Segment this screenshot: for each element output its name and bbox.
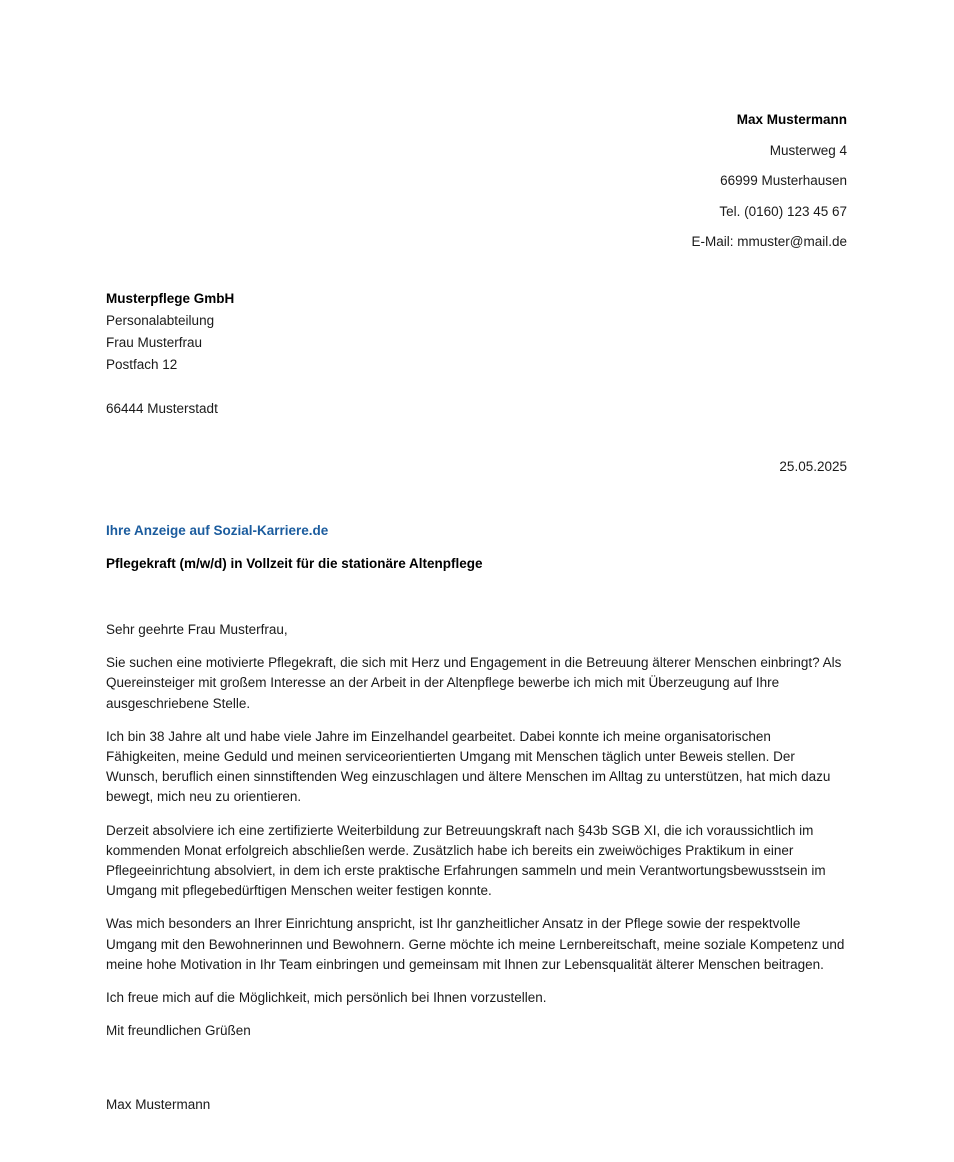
recipient-department: Personalabteilung xyxy=(106,313,215,328)
signature-name: Max Mustermann xyxy=(106,1097,211,1113)
recipient-company: Musterpflege GmbH xyxy=(106,291,235,306)
recipient-contact: Frau Musterfrau xyxy=(106,335,203,350)
sender-email: E-Mail: mmuster@mail.de xyxy=(691,234,847,249)
signature-space xyxy=(106,1041,847,1095)
body-paragraph-3: Derzeit absolviere ich eine zertifizierte Weiterbildung zur Betreuungskraft nach §43b SGB XI, die ich voraussichtlich im kommenden Monat erfolgreich abschließen werde. Zusätzlich habe ich bereits ein zweiwöchiges Praktikum in einer Pflegeeinrichtung absolviert, in dem ich erste praktische Erfahrungen sammeln und mein Verantwortungsbewusstsein im Umgang mit pflegebedürftigen Menschen weiter festigen konnte. xyxy=(106,822,826,899)
subject-reference: Ihre Anzeige auf Sozial-Karriere.de xyxy=(106,523,329,538)
sender-name: Max Mustermann xyxy=(736,112,847,127)
recipient-po-box: Postfach 12 xyxy=(106,357,178,372)
letter-body xyxy=(106,620,847,1116)
recipient-city: 66444 Musterstadt xyxy=(106,401,218,416)
sender-phone: Tel. (0160) 123 45 67 xyxy=(719,203,847,219)
body-paragraph-5: Ich freue mich auf die Möglichkeit, mich persönlich bei Ihnen vorzustellen. xyxy=(106,990,547,1006)
sender-address-block xyxy=(106,105,847,258)
closing-phrase: Mit freundlichen Grüßen xyxy=(106,1023,251,1039)
salutation: Sehr geehrte Frau Musterfrau, xyxy=(106,622,288,637)
body-paragraph-4: Was mich besonders an Ihrer Einrichtung anspricht, ist Ihr ganzheitlicher Ansatz in der Pflege sowie der respektvolle Umgang mit den Bewohnerinnen und Bewohnern. Gerne möchte ich meine Lernbereitschaft, meine soziale Kompetenz und meine hohe Motivation in Ihr Team einbringen und gemeinsam mit Ihnen zur Lebensqualität älterer Menschen beitragen. xyxy=(106,916,845,972)
body-paragraph-1: Sie suchen eine motivierte Pflegekraft, die sich mit Herz und Engagement in die Betreuung älterer Menschen einbringt? Als Quereinsteiger mit großem Interesse an der Arbeit in der Altenpflege bewerbe ich mich mit Überzeugung auf Ihre ausgeschriebene Stelle. xyxy=(106,655,842,711)
recipient-address-block xyxy=(106,288,234,420)
sender-city: 66999 Musterhausen xyxy=(720,173,847,188)
sender-street: Musterweg 4 xyxy=(769,142,847,158)
subject-position: Pflegekraft (m/w/d) in Vollzeit für die stationäre Altenpflege xyxy=(106,556,483,571)
letter-date: 25.05.2025 xyxy=(779,459,847,474)
body-paragraph-2: Ich bin 38 Jahre alt und habe viele Jahre im Einzelhandel gearbeitet. Dabei konnte ich meine organisatorischen Fähigkeiten, meine Geduld und meinen serviceorientierten Umgang mit Menschen täglich unter Beweis stellen. Der Wunsch, beruflich einen sinnstiftenden Weg einzuschlagen und ältere Menschen im Alltag zu unterstützen, hat mich dazu bewegt, mich neu zu orientieren. xyxy=(106,728,831,805)
